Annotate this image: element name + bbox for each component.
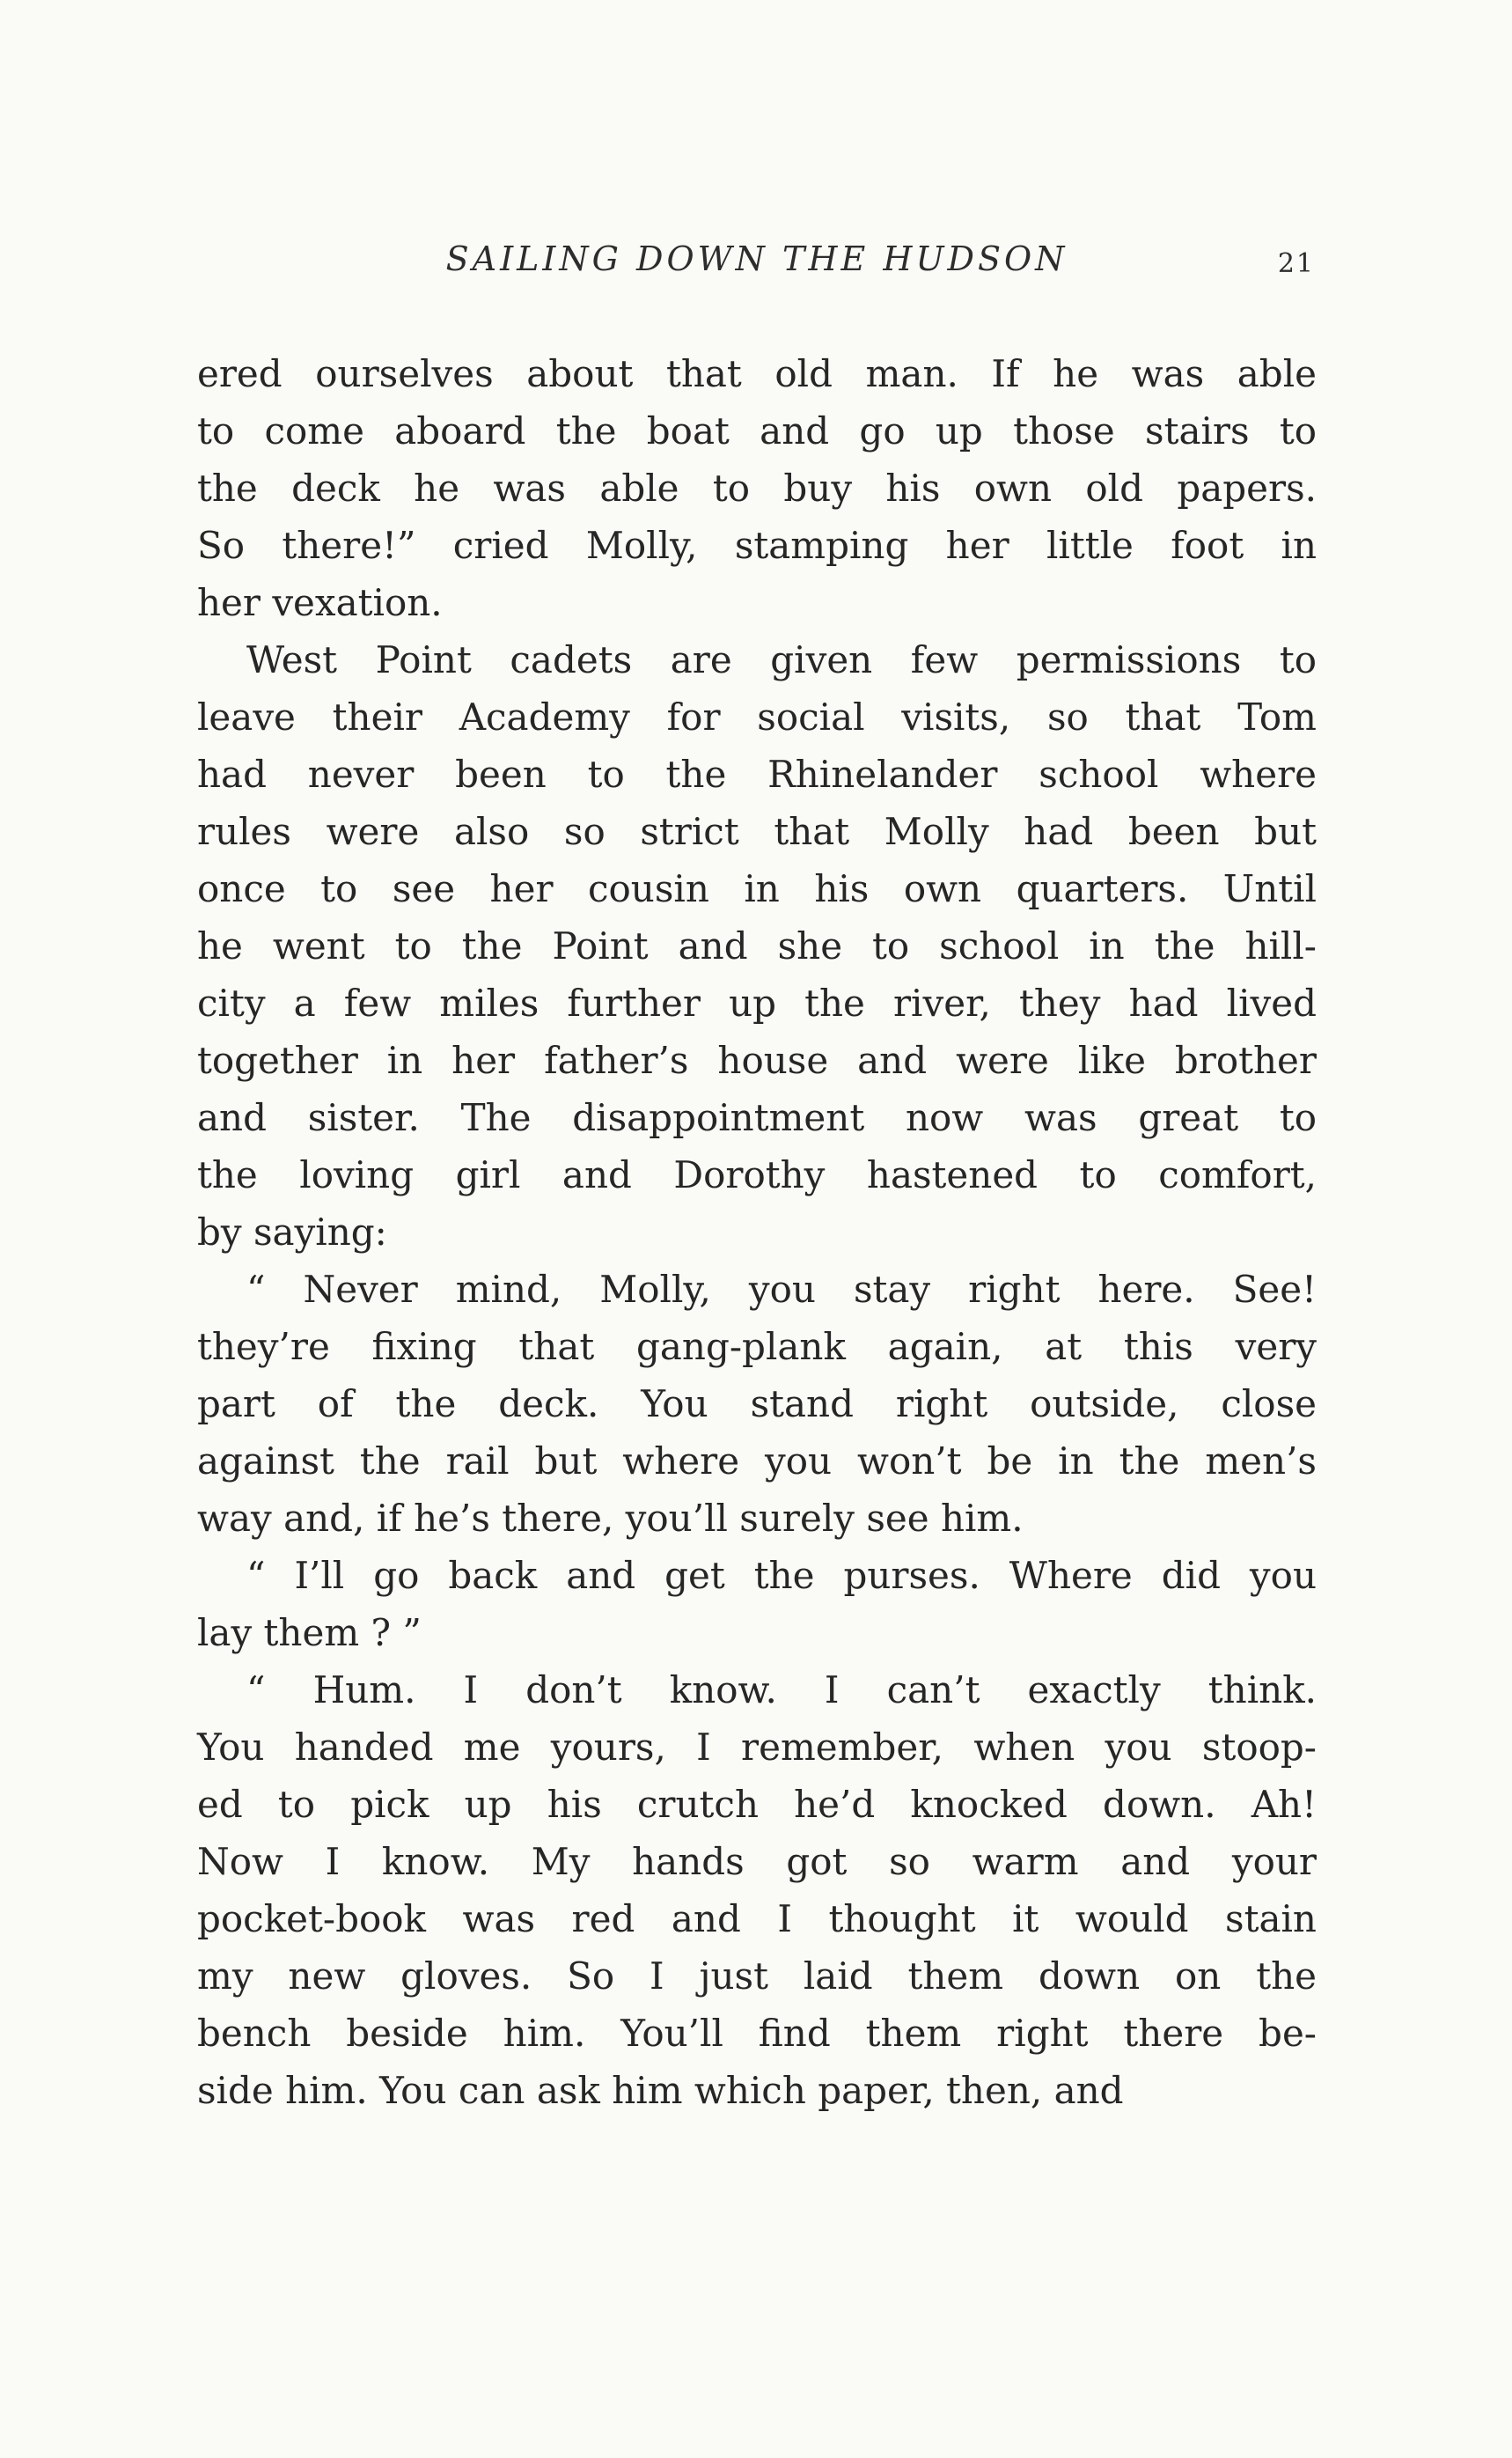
paragraph bbox=[197, 1661, 1317, 2119]
text-line: once to see her cousin in his own quarters. Until bbox=[197, 867, 1317, 910]
text-line: to come aboard the boat and go up those stairs to bbox=[197, 409, 1317, 453]
text-line: my new gloves. So I just laid them down on the bbox=[197, 1954, 1317, 1998]
text-line: had never been to the Rhinelander school where bbox=[197, 753, 1317, 796]
paragraph bbox=[197, 345, 1317, 631]
text-line: way and, if he’s there, you’ll surely see him. bbox=[197, 1497, 1024, 1540]
text-line: by saying: bbox=[197, 1211, 387, 1254]
text-line: and sister. The disappointment now was great to bbox=[197, 1096, 1317, 1139]
text-line: “ I’ll go back and get the purses. Where did you bbox=[246, 1554, 1317, 1597]
running-header-title: SAILING DOWN THE HUDSON bbox=[445, 239, 1068, 278]
text-line: together in her father’s house and were like brother bbox=[197, 1039, 1317, 1082]
page-number: 21 bbox=[1277, 248, 1315, 279]
text-line: pocket-book was red and I thought it would stain bbox=[197, 1897, 1317, 1940]
text-line: her vexation. bbox=[197, 581, 443, 624]
text-line: ered ourselves about that old man. If he was able bbox=[197, 352, 1317, 395]
text-line: part of the deck. You stand right outside, close bbox=[197, 1382, 1317, 1425]
text-line: the loving girl and Dorothy hastened to comfort, bbox=[197, 1153, 1317, 1196]
text-line: side him. You can ask him which paper, then, and bbox=[197, 2069, 1124, 2112]
text-line: bench beside him. You’ll find them right there be- bbox=[197, 2012, 1317, 2055]
text-line: “ Never mind, Molly, you stay right here. See! bbox=[246, 1268, 1317, 1311]
text-line: he went to the Point and she to school in the hill- bbox=[197, 924, 1317, 968]
paragraph bbox=[197, 1547, 1317, 1661]
paragraph bbox=[197, 1261, 1317, 1547]
paragraph bbox=[197, 631, 1317, 1261]
text-line: So there!” cried Molly, stamping her little foot in bbox=[197, 524, 1317, 567]
text-line: they’re fixing that gang-plank again, at this very bbox=[197, 1325, 1317, 1368]
text-line: leave their Academy for social visits, so that Tom bbox=[197, 695, 1317, 739]
running-header bbox=[197, 239, 1317, 292]
text-line: the deck he was able to buy his own old papers. bbox=[197, 467, 1317, 510]
text-line: You handed me yours, I remember, when you stoop- bbox=[197, 1726, 1317, 1769]
text-line: Now I know. My hands got so warm and your bbox=[197, 1840, 1317, 1883]
text-line: city a few miles further up the river, they had lived bbox=[197, 982, 1317, 1025]
text-line: ed to pick up his crutch he’d knocked down. Ah! bbox=[197, 1783, 1317, 1826]
text-line: against the rail but where you won’t be in the men’s bbox=[197, 1439, 1317, 1483]
text-line: “ Hum. I don’t know. I can’t exactly think. bbox=[246, 1668, 1317, 1711]
text-line: West Point cadets are given few permissions to bbox=[246, 638, 1317, 681]
text-line: lay them ? ” bbox=[197, 1611, 422, 1654]
page-text bbox=[197, 345, 1317, 2119]
text-line: rules were also so strict that Molly had been but bbox=[197, 810, 1317, 853]
